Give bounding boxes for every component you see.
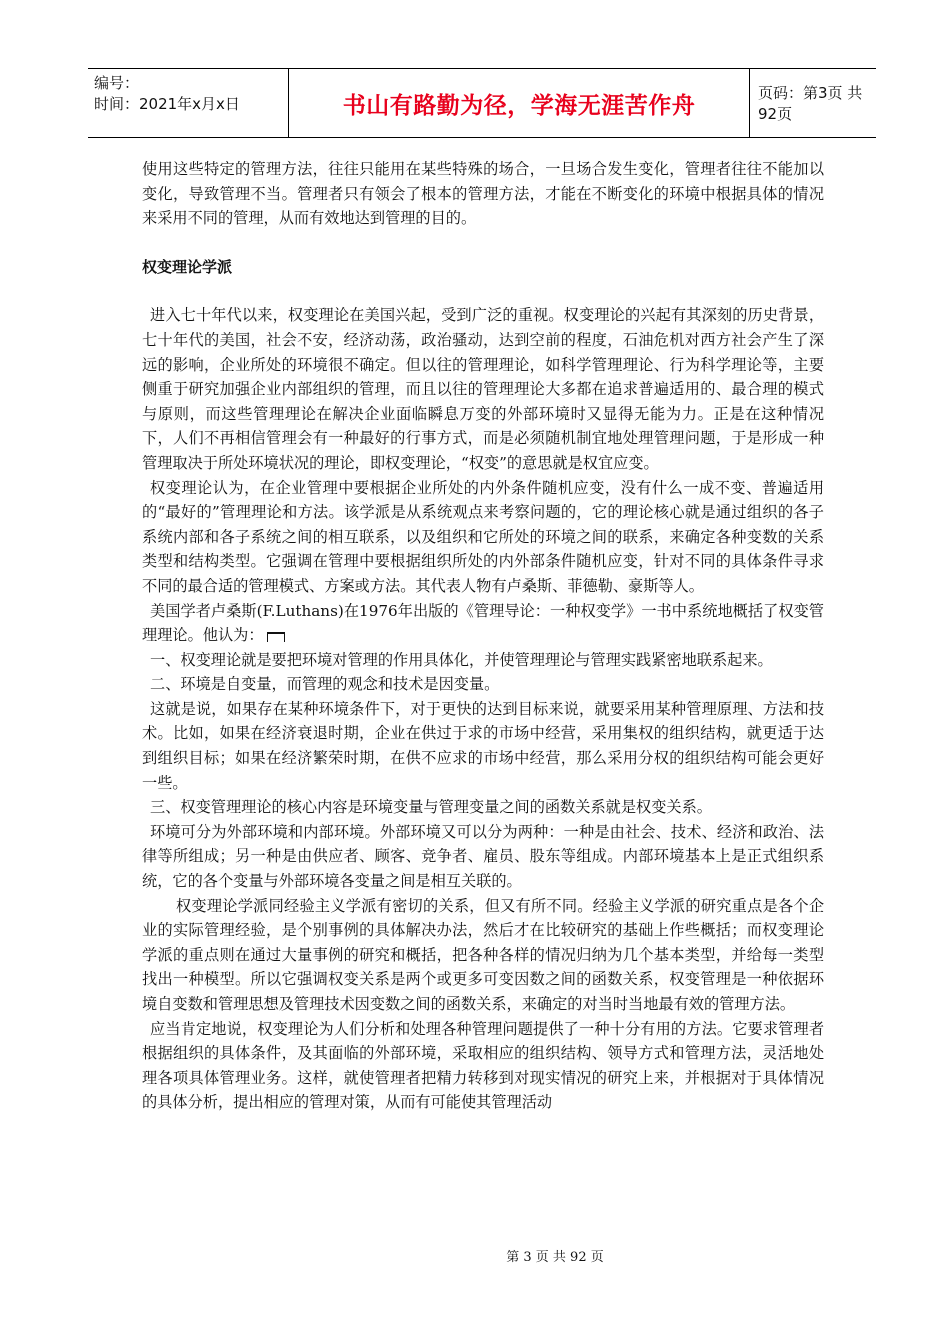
paragraph: 权变理论认为，在企业管理中要根据企业所处的内外条件随机应变，没有什么一成不变、普遍适用的“最好的”管理理论和方法。该学派是从系统观点来考察问题的，它的理论核心就是通过组织的各子系统内部和各子系统之间的相互联系，以及组织和它所处的环境之间的联系，来确定各种变数的关系类型和结构类型。它强调在管理中要根据组织所处的内外部条件随机应变，针对不同的具体条件寻求不同的最合适的管理模式、方案或方法。其代表人物有卢桑斯、菲德勒、豪斯等人。	[142, 478, 824, 595]
paragraph: 二、环境是自变量，而管理的观念和技术是因变量。	[150, 675, 500, 694]
page-header	[88, 68, 876, 138]
header-meta	[88, 69, 288, 137]
paragraph: 环境可分为外部环境和内部环境。外部环境又可以分为两种：一种是由社会、技术、经济和政治、法律等所组成；另一种是由供应者、顾客、竞争者、雇员、股东等组成。内部环境基本上是正式组织系统，它的各个变量与外部环境各变量之间是相互关联的。	[142, 822, 824, 891]
paragraph: 这就是说，如果存在某种环境条件下，对于更快的达到目标来说，就要采用某种管理原理、方法和技术。比如，如果在经济衰退时期，企业在供过于求的市场中经营，采用集权的组织结构，就更适于达到组织目标；如果在经济繁荣时期，在供不应求的市场中经营，那么采用分权的组织结构可能会更好一些。	[142, 699, 824, 792]
header-motto: 书山有路勤为径，学海无涯苦作舟	[288, 69, 750, 137]
paragraph: 进入七十年代以来，权变理论在美国兴起，受到广泛的重视。权变理论的兴起有其深刻的历史背景，七十年代的美国，社会不安，经济动荡，政治骚动，达到空前的程度，石油危机对西方社会产生了深远的影响，企业所处的环境很不确定。但以往的管理理论，如科学管理理论、行为科学理论等，主要侧重于研究加强企业内部组织的管理，而且以往的管理理论大多都在追求普遍适用的、最合理的模式与原则，而这些管理理论在解决企业面临瞬息万变的外部环境时又显得无能为力。正是在这种情况下，人们不再相信管理会有一种最好的行事方式，而是必须随机制宜地处理管理问题，于是形成一种管理取决于所处环境状况的理论，即权变理论，“权变”的意思就是权宜应变。	[142, 306, 824, 472]
document-time-label: 时间：2021年x月x日	[94, 95, 240, 113]
paragraph: 三、权变管理理论的核心内容是环境变量与管理变量之间的函数关系就是权变关系。	[150, 798, 712, 817]
paragraph-intro: 使用这些特定的管理方法，往往只能用在某些特殊的场合，一旦场合发生变化，管理者往往不能加以变化，导致管理不当。管理者只有领会了根本的管理方法，才能在不断变化的环境中根据具体的情况来采用不同的管理，从而有效地达到管理的目的。	[142, 160, 824, 228]
bracket-mark-icon	[267, 632, 285, 642]
header-page-label: 页码：第3页 共92页	[758, 84, 863, 123]
paragraph-text: 美国学者卢桑斯(F.Luthans)在1976年出版的《管理导论：一种权变学》一书中系统地概括了权变管理理论。他认为：	[142, 601, 824, 645]
page-footer: 第 3 页 共 92 页	[506, 1250, 604, 1265]
document-number-label: 编号：	[94, 74, 140, 92]
paragraph: 应当肯定地说，权变理论为人们分析和处理各种管理问题提供了一种十分有用的方法。它要求管理者根据组织的具体条件，及其面临的外部环境，采取相应的组织结构、领导方式和管理方法，灵活地处理各项具体管理业务。这样，就使管理者把精力转移到对现实情况的研究上来，并根据对于具体情况的具体分析，提出相应的管理对策，从而有可能使其管理活动	[142, 1019, 824, 1112]
section-heading: 权变理论学派	[142, 257, 233, 276]
paragraph	[142, 599, 824, 648]
paragraph: 一、权变理论就是要把环境对管理的作用具体化，并使管理理论与管理实践紧密地联系起来。	[150, 650, 773, 669]
document-body	[142, 157, 824, 1115]
paragraph: 权变理论学派同经验主义学派有密切的关系，但又有所不同。经验主义学派的研究重点是各个企业的实际管理经验，是个别事例的具体解决办法，然后才在比较研究的基础上作些概括；而权变理论学派的重点则在通过大量事例的研究和概括，把各种各样的情况归纳为几个基本类型，并给每一类型找出一种模型。所以它强调权变关系是两个或更多可变因数之间的函数关系，权变管理是一种依据环境自变数和管理思想及管理技术因变数之间的函数关系，来确定的对当时当地最有效的管理方法。	[142, 896, 824, 1013]
